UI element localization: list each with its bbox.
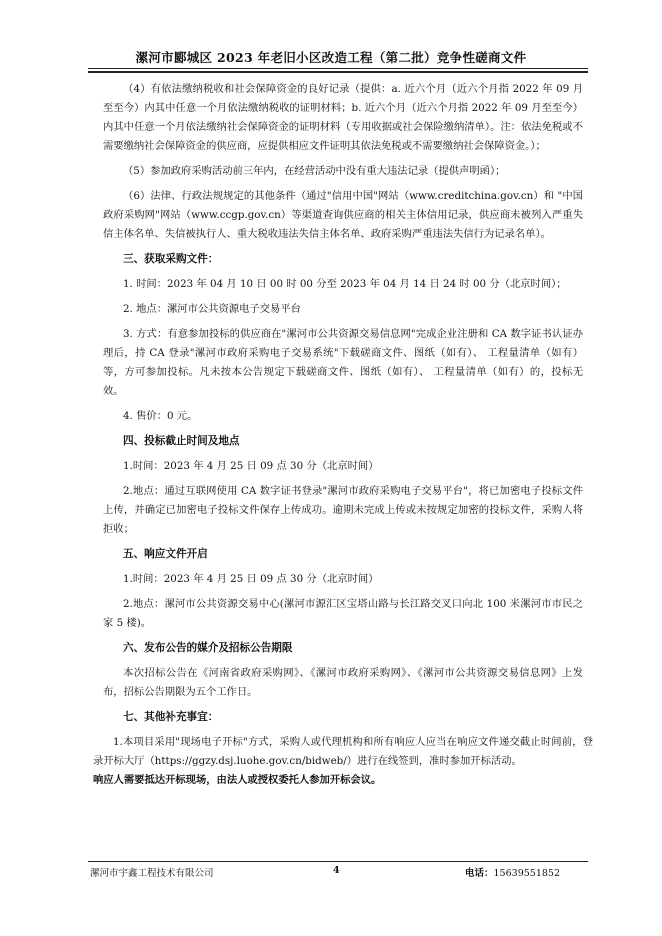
section-7-item-1: 1.本项目采用"现场电子开标"方式，采购人或代理机构和所有响应人应当在响应文件递交截止时间前，登录开标大厅（https://ggzy.dsj.luohe.gov.cn/bidweb/）进行在线签到，准时参加开标活动。 — [93, 736, 593, 767]
header-title: 漯河市郾城区 2023 年老旧小区改造工程（第二批）竞争性磋商文件 — [135, 50, 527, 65]
section-7-item-2-bold: 响应人需要抵达开标现场，由法人或授权委托人参加开标会议。 — [93, 774, 382, 786]
section-6-item-media: 本次招标公告在《河南省政府采购网》、《漯河市政府采购网》、《漯河市公共资源交易信息网》上发布，招标公告期限为五个工作日。 — [103, 667, 583, 698]
section-6-heading: 六、发布公告的媒介及招标公告期限 — [123, 642, 293, 654]
footer-phone-label: 电话： — [465, 868, 494, 879]
qualification-item-4: （4）有依法缴纳税收和社会保障资金的良好记录（提供：a. 近六个月（近六个月指 2022 年 09 月至至今）内其中任意一个月依法缴纳税收的证明材料；b. 近六个月（近六个月指 2022 年 09 月至至今）内其中任意一个月依法缴纳社会保障资金的证明材料（专用收据或社会保险缴纳清单）。注：依法免税或不需要缴纳社会保障资金的供应商，应提供相应文件证明其依法免税或不需要缴纳社会保障资金。）； — [103, 83, 583, 152]
footer-phone-value: 15639551852 — [493, 868, 561, 879]
section-7-heading: 七、其他补充事宜： — [123, 711, 219, 723]
section-3-item-time: 1. 时间：2023 年 04 月 10 日 00 时 00 分至 2023 年 04 月 14 日 24 时 00 分（北京时间）； — [123, 278, 567, 290]
section-5-heading: 五、响应文件开启 — [123, 548, 208, 560]
section-4-heading: 四、投标截止时间及地点 — [123, 435, 240, 447]
section-4-item-place: 2.地点：通过互联网使用 CA 数字证书登录"漯河市政府采购电子交易平台"，将已加密电子投标文件上传，并确定已加密电子投标文件保存上传成功。逾期未完成上传或未按规定加密的投标文件，采购人将拒收； — [103, 485, 583, 535]
section-5-item-time: 1.时间：2023 年 4 月 25 日 09 点 30 分（北京时间） — [123, 573, 379, 585]
section-4-item-time: 1.时间：2023 年 4 月 25 日 09 点 30 分（北京时间） — [123, 460, 379, 472]
header-rule-thin — [88, 68, 588, 69]
section-3-item-place: 2. 地点：漯河市公共资源电子交易平台 — [123, 303, 301, 315]
section-3-item-price: 4. 售价：0 元。 — [123, 410, 198, 422]
qualification-item-6: （6）法律、行政法规规定的其他条件（通过"信用中国"网站（www.creditchina.gov.cn）和 "中国政府采购网"网站（www.ccgp.gov.cn）等渠道查询供应商的相关主体信用记录，供应商未被列入严重失信主体名单、失信被执行人、重大税收违法失信主体名单、政府采购严重违法失信行为记录名单）。 — [103, 190, 583, 240]
footer-rule — [88, 861, 588, 862]
document-body — [93, 80, 593, 790]
footer-phone — [465, 865, 560, 879]
header-rule-thick — [88, 71, 588, 73]
qualification-item-5: （5）参加政府采购活动前三年内，在经营活动中没有重大违法记录（提供声明函）； — [123, 165, 506, 177]
section-3-heading: 三、获取采购文件： — [123, 253, 219, 265]
footer-company: 漯河市宇鑫工程技术有限公司 — [90, 868, 214, 879]
section-3-item-method: 3. 方式：有意参加投标的供应商在"漯河市公共资源交易信息网"完成企业注册和 CA 数字证书认证办理后，持 CA 登录"漯河市政府采购电子交易系统"下载磋商文件、图纸（如有）、 工程量清单（如有）等，方可参加投标。凡未按本公告规定下载磋商文件、图纸（如有）、 工程量清单（如有）的，投标无效。 — [103, 328, 583, 397]
section-5-item-place: 2.地点：漯河市公共资源交易中心(漯河市源汇区宝塔山路与长江路交叉口向北 100 米漯河市市民之家 5 楼)。 — [103, 598, 583, 629]
page-number: 4 — [333, 865, 340, 876]
